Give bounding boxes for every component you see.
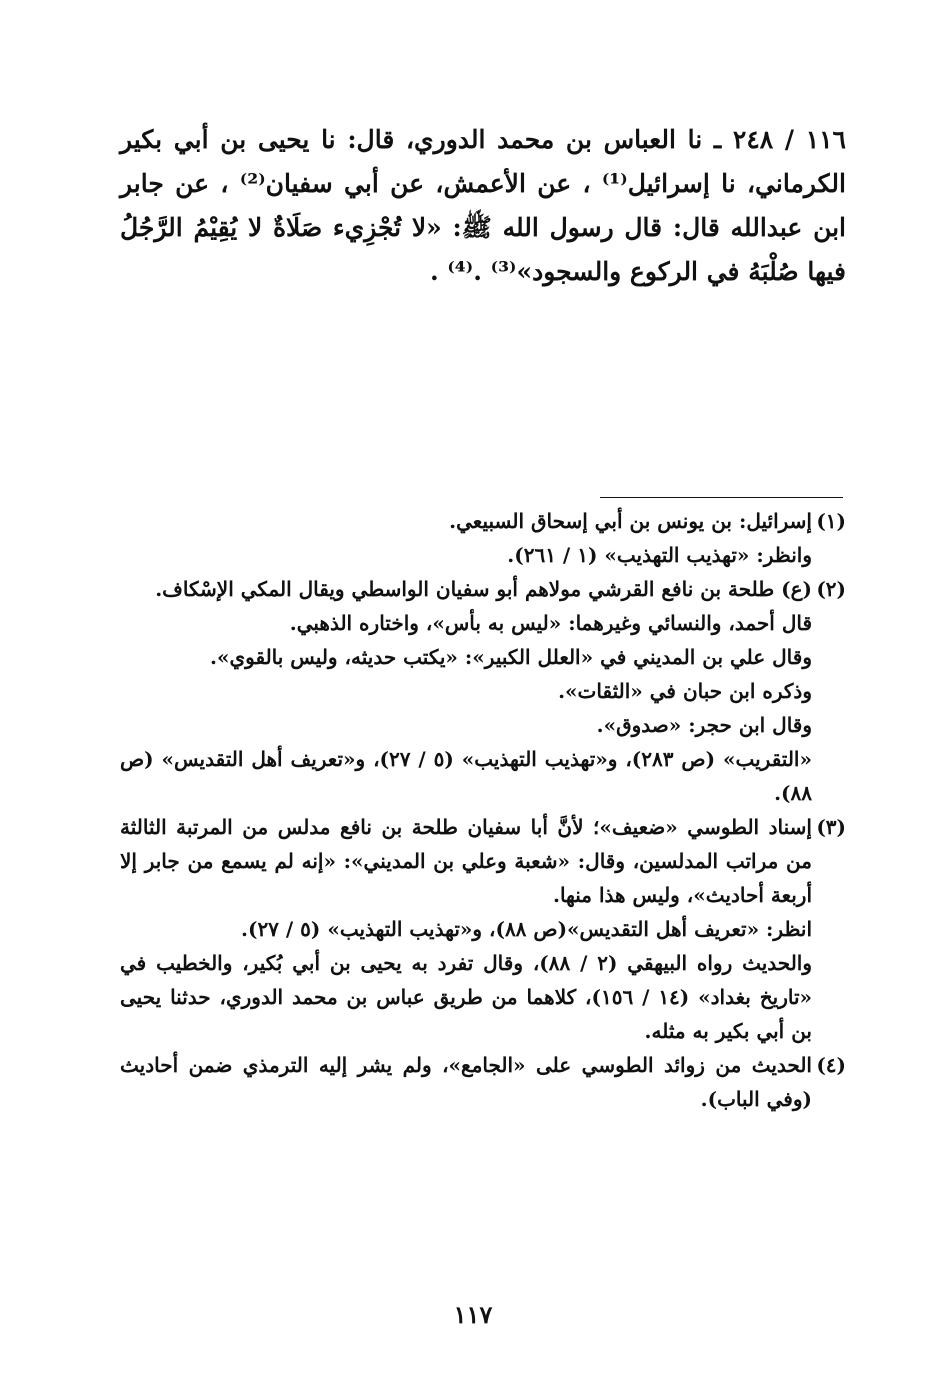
footnote-4 bbox=[120, 1048, 846, 1116]
footnote-number: (٣) bbox=[816, 815, 846, 839]
footnote-line: (ع) طلحة بن نافع القرشي مولاهم أبو سفيان الواسطي ويقال المكي الإسْكاف. bbox=[155, 577, 812, 601]
footnote-1 bbox=[120, 504, 846, 572]
footnote-separator bbox=[600, 497, 843, 498]
page-number: ١١٧ bbox=[453, 1300, 493, 1329]
hadith-paragraph: ١١٦ / ٢٤٨ ـ نا العباس بن محمد الدوري، قال: نا يحيى بن أبي بكير الكرماني، نا إسرائيل⁽¹⁾ ، عن الأعمش، عن أبي سفيان⁽²⁾ ، عن جابر ابن عبدالله قال: قال رسول الله ﷺ: «لا تُجْزِيء صَلَاةٌ لا يُقِيْمُ الرَّجُلُ فيها صُلْبَهُ في الركوع والسجود»⁽³⁾ .⁽⁴⁾ . bbox=[120, 125, 846, 286]
footnote-2 bbox=[120, 572, 846, 810]
footnote-line: قال أحمد، والنسائي وغيرهما: «ليس به بأس»، واختاره الذهبي. bbox=[289, 611, 812, 635]
footnote-3 bbox=[120, 810, 846, 1048]
footnote-line: وانظر: «تهذيب التهذيب» (١ / ٢٦١). bbox=[507, 543, 812, 567]
footnote-line: الحديث من زوائد الطوسي على «الجامع»، ولم يشر إليه الترمذي ضمن أحاديث (وفي الباب). bbox=[120, 1053, 812, 1111]
hadith-text bbox=[120, 118, 846, 294]
footnote-line: وقال علي بن المديني في «العلل الكبير»: «يكتب حديثه، وليس بالقوي». bbox=[210, 645, 812, 669]
footnote-number: (٢) bbox=[816, 577, 846, 601]
footnote-line: وذكره ابن حبان في «الثقات». bbox=[558, 679, 812, 703]
footnote-number: (١) bbox=[816, 509, 846, 533]
footnotes bbox=[120, 502, 846, 1116]
footnote-line: إسرائيل: بن يونس بن أبي إسحاق السبيعي. bbox=[449, 509, 812, 533]
footnote-line: والحديث رواه البيهقي (٢ / ٨٨)، وقال تفرد به يحيى بن أبي بُكير، والخطيب في «تاريخ بغداد» (١٤ / ١٥٦)، كلاهما من طريق عباس بن محمد الدوري، حدثنا يحيى بن أبي بكير به مثله. bbox=[120, 951, 813, 1043]
footnote-number: (٤) bbox=[816, 1053, 846, 1077]
footnote-line: وقال ابن حجر: «صدوق». bbox=[596, 713, 812, 737]
footnote-line: «التقريب» (ص ٢٨٣)، و«تهذيب التهذيب» (٥ / ٢٧)، و«تعريف أهل التقديس» (ص ٨٨). bbox=[120, 747, 812, 805]
footnote-line: إسناد الطوسي «ضعيف»؛ لأنَّ أبا سفيان طلحة بن نافع مدلس من المرتبة الثالثة من مراتب المدلسين، وقال: «شعبة وعلي بن المديني»: «إنه لم يسمع من جابر إلا أربعة أحاديث»، وليس هذا منها. bbox=[120, 815, 812, 907]
footnote-line: انظر: «تعريف أهل التقديس»(ص ٨٨)، و«تهذيب التهذيب» (٥ / ٢٧). bbox=[241, 917, 812, 941]
